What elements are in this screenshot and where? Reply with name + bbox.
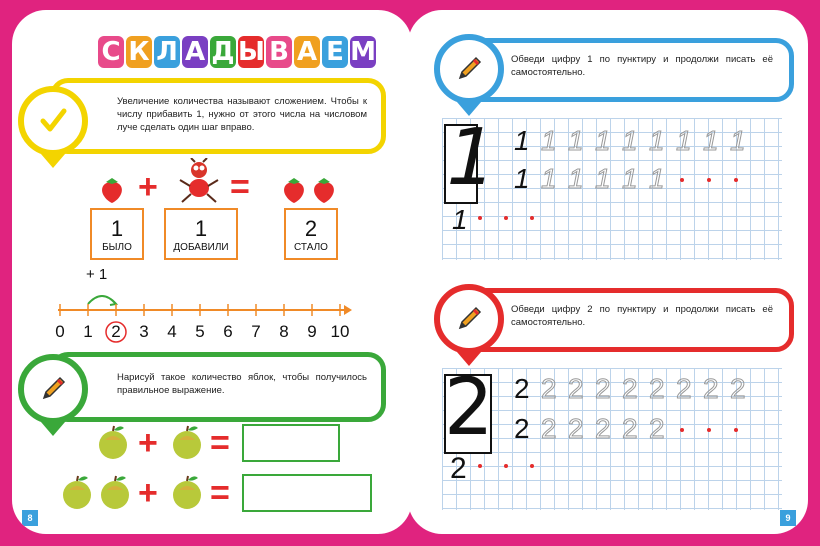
number-line-label: 4 (167, 322, 177, 341)
checkmark-icon (38, 106, 68, 136)
info-bubble (50, 78, 386, 154)
practice-digit: 2 (514, 413, 530, 444)
number-line-label: 5 (195, 322, 205, 341)
box-result-label: СТАЛО (294, 242, 328, 253)
number-line-label: 8 (279, 322, 289, 341)
pencil-icon (38, 374, 68, 404)
continue-dot (680, 178, 684, 182)
continue-dots (478, 464, 538, 470)
dotted-digit: 1 (595, 125, 611, 156)
title-letter: В (266, 36, 292, 68)
ant-icon (176, 158, 222, 206)
number-line-label: 1 (83, 322, 93, 341)
pencil-badge (18, 354, 88, 424)
dotted-digit: 1 (649, 163, 665, 194)
strawberry-icon (98, 176, 126, 204)
number-line (12, 280, 412, 350)
title-letter: А (182, 36, 208, 68)
title-letter: Ы (238, 37, 265, 67)
apple-icon (60, 474, 94, 510)
title-letter: К (126, 36, 152, 68)
pencil-icon (454, 304, 484, 334)
continue-dot (734, 178, 738, 182)
step-label: + 1 (86, 266, 108, 283)
title-letter: А (294, 36, 320, 68)
task1-text: Обведи цифру 1 по пунктиру и продолжи писать её самостоятельно. (511, 54, 773, 78)
number-line-label: 10 (330, 322, 350, 341)
title-letter: Е (322, 36, 348, 68)
pencil-badge (434, 34, 504, 104)
plus-sign: + (138, 424, 158, 462)
badge-tail (41, 422, 65, 436)
dotted-digit: 2 (541, 413, 557, 444)
page-number: 8 (22, 510, 38, 526)
box-was-number: 1 (110, 216, 124, 241)
practice-digit: 2 (450, 452, 467, 485)
number-line-label: 9 (307, 322, 317, 341)
answer-box[interactable] (242, 424, 340, 462)
box-was-label: БЫЛО (102, 242, 132, 253)
sample-digit-2: 2 (444, 363, 494, 453)
dotted-digit: 1 (595, 163, 611, 194)
task-text: Нарисуй такое количество яблок, чтобы получилось правильное выражение. (117, 372, 367, 396)
task1-bubble (464, 38, 794, 102)
pencil-icon (454, 54, 484, 84)
apple-icon (170, 474, 204, 510)
dotted-digit: 1 (703, 125, 719, 156)
equals-sign: = (230, 168, 250, 206)
continue-dot (707, 428, 711, 432)
page-title (98, 36, 376, 68)
practice-digit: 1 (514, 163, 530, 194)
plus-sign: + (138, 474, 158, 512)
check-badge (18, 86, 88, 156)
task2-bubble (464, 288, 794, 352)
dotted-digit: 2 (703, 373, 719, 404)
dotted-digit: 2 (541, 373, 557, 404)
continue-dot (707, 178, 711, 182)
dotted-digit: 1 (568, 163, 584, 194)
box-added-label: ДОБАВИЛИ (173, 242, 229, 253)
dotted-digit: 1 (541, 163, 557, 194)
box-added-number: 1 (194, 216, 208, 241)
continue-dot (680, 428, 684, 432)
dotted-digit: 1 (568, 125, 584, 156)
title-letter: Л (154, 36, 180, 68)
number-line-label: 2 (111, 322, 121, 341)
plus-sign: + (138, 168, 158, 206)
box-result (284, 208, 338, 260)
dotted-digit: 2 (622, 373, 638, 404)
strawberry-icon (280, 176, 308, 204)
pencil-badge (434, 284, 504, 354)
dotted-digit: 2 (595, 413, 611, 444)
number-line-label: 7 (251, 322, 261, 341)
dotted-digit: 2 (622, 413, 638, 444)
equals-sign: = (210, 474, 230, 512)
task-bubble (50, 352, 386, 422)
apple-icon (98, 474, 132, 510)
continue-dots (478, 216, 538, 222)
practice-digit: 1 (452, 204, 468, 235)
continue-dot (734, 428, 738, 432)
title-letter: М (350, 37, 376, 67)
number-line-label: 6 (223, 322, 233, 341)
number-line-label: 0 (55, 322, 65, 341)
dotted-digit: 2 (568, 413, 584, 444)
dotted-digit: 2 (649, 413, 665, 444)
dotted-digit: 1 (541, 125, 557, 156)
badge-tail (41, 154, 65, 168)
box-added (164, 208, 238, 260)
dotted-digit: 2 (595, 373, 611, 404)
page-number: 9 (780, 510, 796, 526)
dotted-digit: 1 (622, 125, 638, 156)
apple-icon (96, 424, 130, 460)
title-letter: Д (211, 37, 235, 67)
box-was (90, 208, 144, 260)
dotted-digit: 2 (676, 373, 692, 404)
dotted-digit: 2 (568, 373, 584, 404)
title-letter: С (98, 36, 124, 68)
number-line-label: 3 (139, 322, 149, 341)
dotted-digit: 1 (730, 125, 746, 156)
answer-box[interactable] (242, 474, 372, 512)
dotted-digit: 1 (676, 125, 692, 156)
left-page (12, 10, 412, 534)
equals-sign: = (210, 424, 230, 462)
practice-digit: 1 (514, 125, 530, 156)
dotted-digit: 2 (730, 373, 746, 404)
dotted-digit: 1 (649, 125, 665, 156)
task2-text: Обведи цифру 2 по пунктиру и продолжи писать её самостоятельно. (511, 304, 773, 328)
practice-digit: 2 (514, 373, 530, 404)
info-text: Увеличение количества называют сложением. Чтобы к числу прибавить 1, нужно от этого числа на числовом луче сделать один шаг вправо. (117, 96, 367, 133)
dotted-digit: 1 (622, 163, 638, 194)
strawberry-icon (310, 176, 338, 204)
sample-digit-1: 1 (436, 113, 506, 203)
apple-icon (170, 424, 204, 460)
dotted-digit: 2 (649, 373, 665, 404)
box-result-number: 2 (304, 216, 318, 241)
right-page (408, 10, 808, 534)
